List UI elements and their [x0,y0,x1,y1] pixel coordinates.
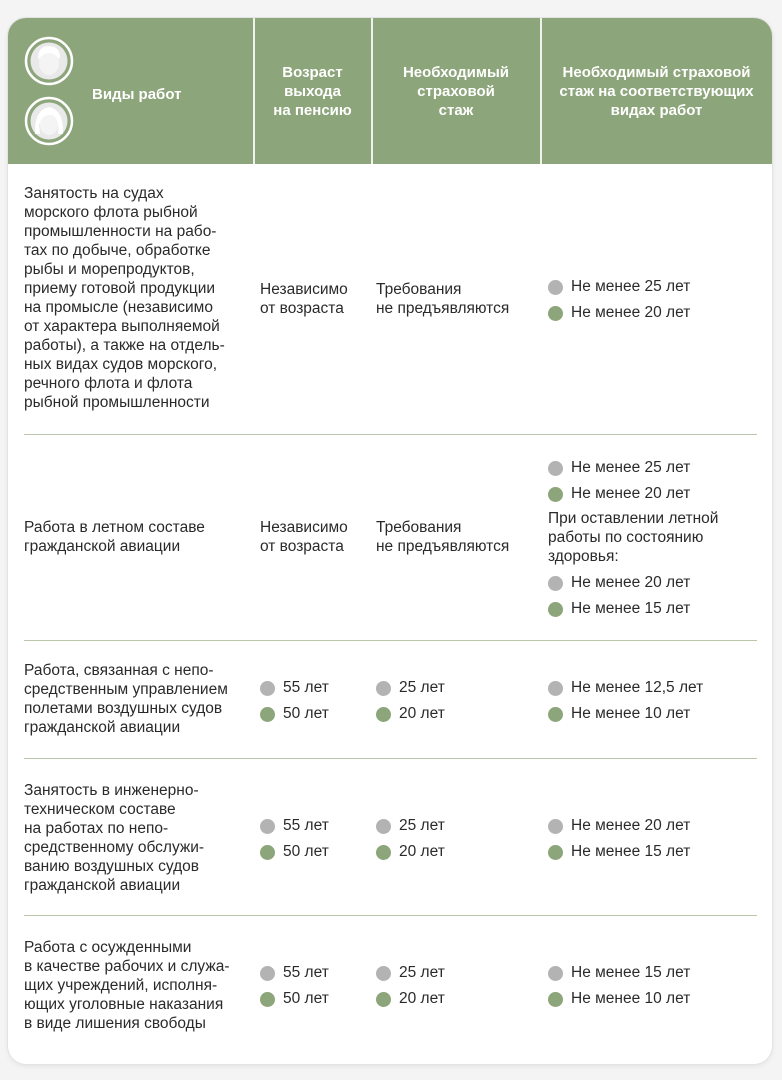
row-4-work-type: Занятость в инженерно- техническом составе на работах по непо- средственному обслужи- ванию воздушных судов гражданской авиации [24,782,205,894]
men-dot-icon [376,681,391,696]
women-dot-icon [376,992,391,1007]
list-item: 55 лет [260,675,329,701]
list-item: Не менее 25 лет [548,455,768,481]
row-1-stazh: Требования не предъявляются [376,281,510,317]
list-item: Не менее 20 лет [548,813,690,839]
row-4-stazh [376,813,445,865]
list-item: 55 лет [260,813,329,839]
header-work-types: Виды работ [92,86,182,103]
men-dot-icon [260,681,275,696]
women-dot-icon [548,487,563,502]
women-dot-icon [376,707,391,722]
women-dot-icon [548,992,563,1007]
woman-face-icon [24,96,74,146]
list-item: Не менее 25 лет [548,274,690,300]
women-dot-icon [376,845,391,860]
row-2-stazh: Требования не предъявляются [376,519,510,555]
women-dot-icon [548,845,563,860]
list-item: 50 лет [260,839,329,865]
list-item: Не менее 20 лет [548,570,768,596]
men-dot-icon [260,966,275,981]
list-item: 50 лет [260,701,329,727]
list-item: 25 лет [376,960,445,986]
list-item: 25 лет [376,813,445,839]
men-dot-icon [548,966,563,981]
women-dot-icon [260,845,275,860]
women-dot-icon [548,306,563,321]
list-item: 50 лет [260,986,329,1012]
men-dot-icon [548,576,563,591]
row-2-age: Независимо от возраста [260,519,348,555]
header-required-stazh: Необходимый страховой стаж [402,63,510,119]
row-4-special [548,813,690,865]
list-item: 20 лет [376,701,445,727]
row-divider [24,915,757,916]
header-special-stazh: Необходимый страховой стаж на соответствующих видах работ [559,63,754,119]
row-1-age: Независимо от возраста [260,281,348,317]
row-2-work-type: Работа в летном составе гражданской авиации [24,519,205,555]
row-3-age [260,675,329,727]
row-divider [24,758,757,759]
row-5-special [548,960,690,1012]
row-5-stazh [376,960,445,1012]
list-item: 20 лет [376,986,445,1012]
list-item: Не менее 15 лет [548,596,768,622]
row-3-special [548,675,703,727]
list-item: 20 лет [376,839,445,865]
row-4-age [260,813,329,865]
list-item: Не менее 15 лет [548,839,690,865]
row-2-note: При оставлении летной работы по состоянию здоровья: [548,510,719,565]
women-dot-icon [548,707,563,722]
row-3-work-type: Работа, связанная с непо- средственным управлением полетами воздушных судов гражданской авиации [24,662,228,736]
man-face-icon [24,36,74,86]
row-5-work-type: Работа с осужденными в качестве рабочих и служа- щих учреждений, исполня- ющих уголовные наказания в виде лишения свободы [24,939,230,1032]
men-dot-icon [376,966,391,981]
list-item: Не менее 20 лет [548,481,768,507]
list-item: Не менее 10 лет [548,986,690,1012]
list-item: Не менее 20 лет [548,300,690,326]
row-divider [24,434,757,435]
list-item: 25 лет [376,675,445,701]
row-5-age [260,960,329,1012]
women-dot-icon [548,602,563,617]
list-item: Не менее 10 лет [548,701,703,727]
row-1-special [548,274,690,326]
men-dot-icon [548,280,563,295]
men-dot-icon [548,461,563,476]
row-divider [24,640,757,641]
list-item: Не менее 15 лет [548,960,690,986]
row-1-work-type: Занятость на судах морского флота рыбной промышленности на рабо- тах по добыче, обработке рыбы и морепродуктов, приему готовой продукции на промысле (независимо от характера выполняемой работы), а также на отдель- ных видах судов морского, речного флота и флота рыбной промышленности [24,185,225,411]
women-dot-icon [260,707,275,722]
table-header [8,18,772,164]
men-dot-icon [260,819,275,834]
header-icons [24,36,74,146]
row-2-special [548,455,768,622]
header-retirement-age: Возраст выхода на пенсию [273,63,352,119]
men-dot-icon [548,819,563,834]
list-item: Не менее 12,5 лет [548,675,703,701]
men-dot-icon [548,681,563,696]
women-dot-icon [260,992,275,1007]
row-3-stazh [376,675,445,727]
pension-table-card [8,18,772,1064]
men-dot-icon [376,819,391,834]
list-item: 55 лет [260,960,329,986]
